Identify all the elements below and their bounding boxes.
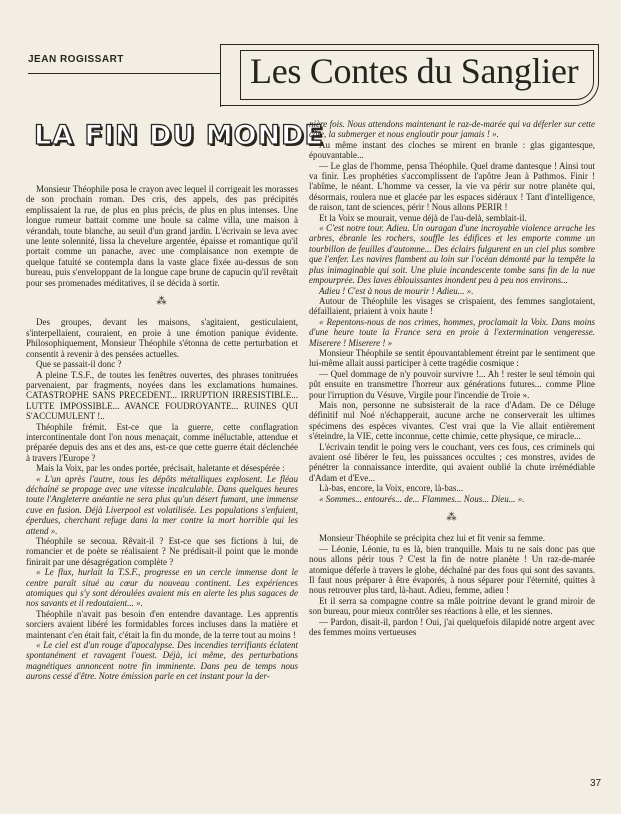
rubric-title: Les Contes du Sanglier [250, 51, 579, 91]
section-ornament: ⁂ [446, 512, 458, 524]
paragraph: Là-bas, encore, la Voix, encore, là-bas... [319, 483, 464, 494]
paragraph: Et la Voix se mourait, venue déjà de l'au-delà, semblait-il. [319, 212, 527, 223]
paragraph: — Quel dommage de n'y pouvoir survivre !... Ah ! rester le seul témoin qui pût ensuite en transmettre l'horreur aux générations futures... comme Pline pour l'irruption du Vésuve, Virgile pour l'incendie de Troie ». [309, 368, 595, 400]
paragraph: « Le ciel est d'un rouge d'apocalypse. Des incendies terrifiants éclatent spontanément et ravagent l'ouest. Déjà, ici même, des perturbations magnétiques annoncent notre fin imminente. Dans peu de temps nous aurons cessé d'être. Notre émission parle en cet instant pour la der- [26, 640, 298, 682]
header-rule [28, 73, 221, 74]
paragraph: nière fois. Nous attendons maintenant le raz-de-marée qui va déferler sur cette côte, la submerger et nous engloutir pour jamais ! ». [309, 119, 595, 140]
paragraph: Mais non, personne ne subsisterait de la race d'Adam. De ce Déluge définitif nul Noé n'échapperait, aucune arche ne conserverait les ultimes spécimens des espèces vivantes. C'est vrai que la Vie allait entièrement s'éteindre, la VIE, cette inconnue, cette chimie, cette physique, ce miracle... [309, 399, 595, 442]
left-column [26, 184, 298, 682]
right-column [309, 119, 595, 638]
author-name: JEAN ROGISSART [28, 54, 124, 65]
paragraph: « C'est notre tour. Adieu. Un ouragan d'une incroyable violence arrache les arbres, ébranle les rochers, souffle les édifices et les emporte comme un tourbillon de feuilles d'automne... Des éclairs fulgurent en un ciel plus sombre que l'enfer. Les navires flambent au loin sur l'océan démonté par la tempête la plus inimaginable qui soit. Une pluie incandescente tombe sans fin de la nue empourprée. Des laves éblouissantes inondent peu à peu nos environs... [309, 223, 595, 286]
paragraph: A pleine T.S.F., de toutes les fenêtres ouvertes, des phrases tonitruées parvenaient, par fragments, noyées dans les exclamations humaines. CATASTROPHE SANS PRECEDENT... IRRUPTION IRRESISTIBLE... LUTTE IMPOSSIBLE... AVANCE FOUDROYANTE... RUINES QUI S'ACCUMULENT !.. [26, 369, 298, 422]
paragraph: Au même instant des cloches se mirent en branle : glas gigantesque, épouvantable... [309, 139, 595, 161]
paragraph: « Repentons-nous de nos crimes, hommes, proclamait la Voix. Dans moins d'une heure toute la France sera en proie à l'extermination vengeresse. Miserere ! Miserere ! » [309, 316, 595, 348]
paragraph: Monsieur Théophile se précipita chez lui et fit venir sa femme. [319, 533, 546, 544]
paragraph: Et il serra sa compagne contre sa mâle poitrine devant le grand miroir de son bureau, pour mieux contrôler ses réactions à elle, et les siennes. [309, 595, 595, 617]
paragraph: Théophile frémit. Est-ce que la guerre, cette conflagration intercontinentale dont l'on nous menaçait, comme inéluctable, attendue et préparée depuis des ans et des ans, est-ce que cette guerre était déclenchée à travers l'Europe ? [26, 421, 298, 463]
paragraph: Monsieur Théophile posa le crayon avec lequel il corrigeait les morasses de son prochain roman. Des cris, des appels, des pas précipités emplissaient la rue, de plus en plus précis, de plus en plus intenses. Une longue rumeur battait comme une houle sa calme villa, une maison à vérandah, toute blanche, au seuil d'un grand jardin. L'écrivain se leva avec une lente solennité, lissa la chevelure argentée, épaisse et romantique qu'il portait comme un panache, avec une complaisance non exempte de quelque fatuité se contempla dans la vaste glace fixée au-dessus de son bureau, puis s'enveloppant de la longue cape brune de capucin qu'il revêtait pour ses promenades méditatives, il se décida à sortir. [26, 184, 298, 288]
paragraph: Monsieur Théophile se sentit épouvantablement étreint par le sentiment que lui-même allait aussi participer à cette tragédie cosmique : [309, 347, 595, 369]
paragraph: « L'un après l'autre, tous les dépôts métalliques explosent. Le fléau déchaîné se propage avec une vitesse incalculable. Dans quelques heures toute l'Angleterre anéantie ne sera plus qu'un désert fumant, une immense cuve en fusion. Déjà Liverpool est volatilisée. Les populations s'enfuient, éperdues, cherchant refuge dans la mer contre la mort horrible qui les attend ». [26, 473, 298, 536]
paragraph: L'écrivain tendit le poing vers le couchant, vers ces fous, ces criminels qui avaient osé libérer le feu, les puissances occultes ; ces monstres, avides de pénétrer la connaissance interdite, qui avaient oublié la chute irrémédiable d'Adam et d'Eve... [309, 441, 595, 483]
section-ornament: ⁂ [156, 296, 168, 308]
paragraph: Que se passait-il donc ? [36, 359, 122, 370]
paragraph: Adieu ! C'est à nous de mourir ! Adieu... ». [319, 285, 474, 296]
paragraph: Autour de Théophile les visages se crispaient, des femmes sanglotaient, défaillaient, priaient à voix haute ! [309, 295, 595, 317]
rubric-banner [220, 44, 600, 106]
paragraph: — Le glas de l'homme, pensa Théophile. Quel drame dantesque ! Ainsi tout va finir. Les prophéties s'accomplissent de l'apôtre Jean à Pathmos. Finir ! l'abîme, le néant. L'homme va cesser, la vie va périr sur notre planète qui, désormais, roulera nue et glacée par les espaces sidéraux ! Tant d'intelligence, de raison, tant de sciences, périr ! Nous allons PERIR ! [309, 160, 595, 213]
paragraph: Mais la Voix, par les ondes portée, précisait, haletante et désespérée : [36, 463, 285, 474]
story-title: LA FIN DU MONDE [34, 120, 324, 151]
page-number: 37 [590, 778, 602, 789]
paragraph: Des groupes, devant les maisons, s'agitaient, gesticulaient, s'interpellaient, couraient, en proie à une émotion panique évidente. Philosophiquement, Monsieur Théophile s'étonna de cette perturbation et consentit à revenir à des pensées actuelles. [26, 317, 298, 359]
paragraph: — Léonie, Léonie, tu es là, bien tranquille. Mais tu ne sais donc pas que nous allons périr tous ? C'est la fin de notre planète ! Un raz-de-marée atomique déferle à travers le globe, déchaîné par des fous qui sont des savants. Il faut nous préparer à être évaporés, à nous séparer pour l'éternité, quittes à nous retrouver plus tard, là-haut. Adieu, femme, adieu ! [309, 543, 595, 596]
paragraph: « Sommes... entourés... de... Flammes... Nous... Dieu... ». [319, 493, 525, 504]
paragraph: « Le flux, hurlait la T.S.F., progresse en un cercle immense dont le centre paraît situé au cœur du nouveau continent. Les expériences atomiques qui s'y sont déroulées avaient mis en alerte les plus sagaces de nos savants et il redoutaient... ». [26, 567, 298, 609]
paragraph: Théophile se secoua. Rêvait-il ? Est-ce que ses fictions à lui, de romancier et de poète se réalisaient ? Ne prédisait-il point que le monde finirait par une désagrégation complète ? [26, 536, 298, 567]
paragraph: — Pardon, disait-il, pardon ! Oui, j'ai quelquefois dilapidé notre argent avec des femmes moins vertueuses [309, 616, 595, 638]
paragraph: Théophile n'avait pas besoin d'en entendre davantage. Les apprentis sorciers avaient libéré les formidables forces incluses dans la matière et maintenant c'en était fait, c'était la fin du monde, de la terre tout au moins ! [26, 608, 298, 640]
